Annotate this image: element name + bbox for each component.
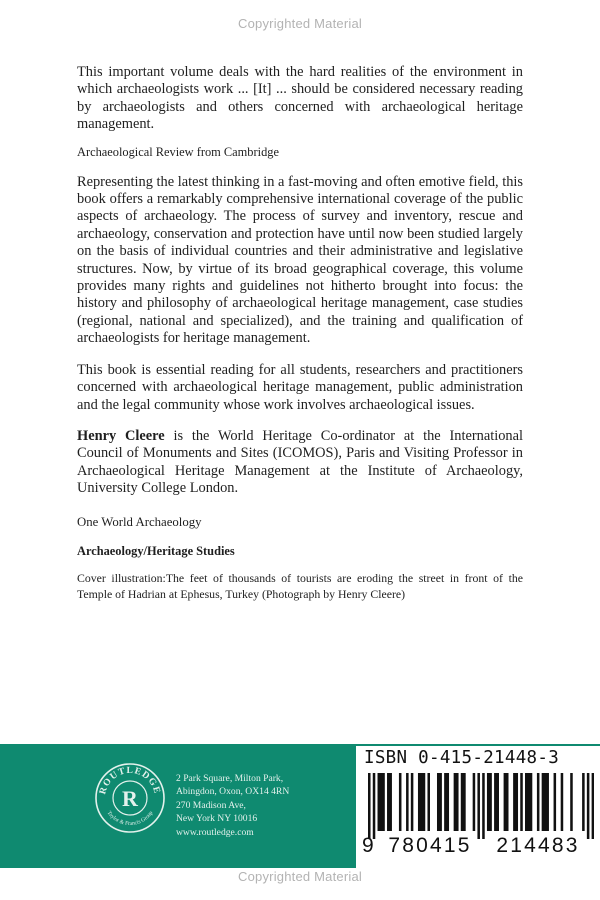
barcode-bar: [494, 773, 499, 831]
barcode-bar: [427, 773, 430, 831]
author-name: Henry Cleere: [77, 427, 165, 444]
routledge-logo: [94, 762, 166, 834]
barcode-bar: [482, 773, 485, 839]
subject-category: Archaeology/Heritage Studies: [77, 543, 235, 558]
barcode-bar: [473, 773, 476, 831]
barcode-bar: [587, 773, 590, 839]
barcode-bar: [444, 773, 449, 831]
barcode-bar: [418, 773, 425, 831]
watermark-top: Copyrighted Material: [238, 16, 362, 31]
barcode-bar: [461, 773, 466, 831]
description-paragraph-2: This book is essential reading for all students, researchers and practitioners concerned with archaeological heritage management, public administration and the legal community whose work involves archaeological issues.: [77, 361, 523, 413]
cover-illustration-credit: Cover illustration:The feet of thousands of tourists are eroding the street in front of the Temple of Hadrian at Ephesus, Turkey (Photograph by Henry Cleere): [77, 570, 523, 602]
barcode-bar: [520, 773, 523, 831]
barcode-bar: [592, 773, 594, 839]
barcode-bar: [406, 773, 409, 831]
address-line: New York NY 10016: [176, 813, 258, 825]
barcode-bar: [542, 773, 549, 831]
barcode-bar: [477, 773, 480, 839]
ean-left-group: 780415: [388, 834, 472, 857]
barcode-bar: [487, 773, 492, 831]
barcode-bar: [513, 773, 518, 831]
barcode-bar: [537, 773, 540, 831]
description-paragraph-1: Representing the latest thinking in a fast-moving and often emotive field, this book offers a remarkably comprehensive international coverage of the public aspects of archaeology. The process of survey and inventory, rescue and archaeology, conservation and protection have until now been studied largely on the basis of individual countries and their administrative and legislative structures. Now, by virtue of its broad geographical coverage, this volume provides many rights and guidelines not hitherto brought into focus: the history and philosophy of archaeological heritage management, case studies (regional, national and specialized), and the training and qualification of archaeologists for heritage management.: [77, 173, 524, 347]
barcode-bar: [411, 773, 414, 831]
barcode-bar: [582, 773, 585, 831]
isbn-label: ISBN 0-415-21448-3: [364, 748, 560, 768]
barcode-bar: [437, 773, 442, 831]
barcode-bar: [570, 773, 573, 831]
publisher-url: www.routledge.com: [176, 826, 254, 838]
address-line: 2 Park Square, Milton Park,: [176, 773, 284, 784]
barcode-bar: [373, 773, 376, 839]
author-bio: [77, 428, 523, 498]
barcode-bar: [399, 773, 402, 831]
barcode-bar: [561, 773, 564, 831]
barcode-bar: [368, 773, 371, 839]
address-line: 270 Madison Ave,: [176, 799, 246, 811]
back-cover-text: [77, 64, 523, 603]
barcode-bar: [554, 773, 557, 831]
logo-letter: R: [122, 786, 138, 811]
review-quote: This important volume deals with the hard realities of the environment in which archaeologists work ... [It] ... should be considered necessary reading by archaeologists and others concerned with archaeological heritage management.: [77, 64, 523, 133]
logo-subtext: Taylor & Francis Group: [105, 810, 155, 828]
ean-first-digit: 9: [362, 834, 374, 857]
logo-text: ROUTLEDGE: [98, 765, 162, 796]
publisher-address: [176, 772, 336, 839]
series-name: One World Archaeology: [77, 514, 202, 529]
barcode-bar: [378, 773, 385, 831]
barcode-bar: [454, 773, 459, 831]
ean-right-group: 214483: [496, 834, 580, 857]
barcode-bar: [504, 773, 509, 831]
barcode-bar: [387, 773, 392, 831]
barcode-bar: [525, 773, 532, 831]
review-source: Archaeological Review from Cambridge: [77, 144, 279, 159]
author-bio-text: is the World Heritage Co-ordinator at the International Council of Monuments and Sites (ICOMOS), Paris and Visiting Professor in Archaeological Heritage Management at the Institute of Archaeology, University College London.: [77, 427, 523, 497]
watermark-bottom: Copyrighted Material: [238, 869, 362, 884]
address-line: Abingdon, Oxon, OX14 4RN: [176, 786, 290, 798]
ean-barcode: [368, 773, 594, 839]
ean-digits: [362, 834, 596, 860]
svg-text:Taylor & Francis Group: [106, 810, 155, 827]
